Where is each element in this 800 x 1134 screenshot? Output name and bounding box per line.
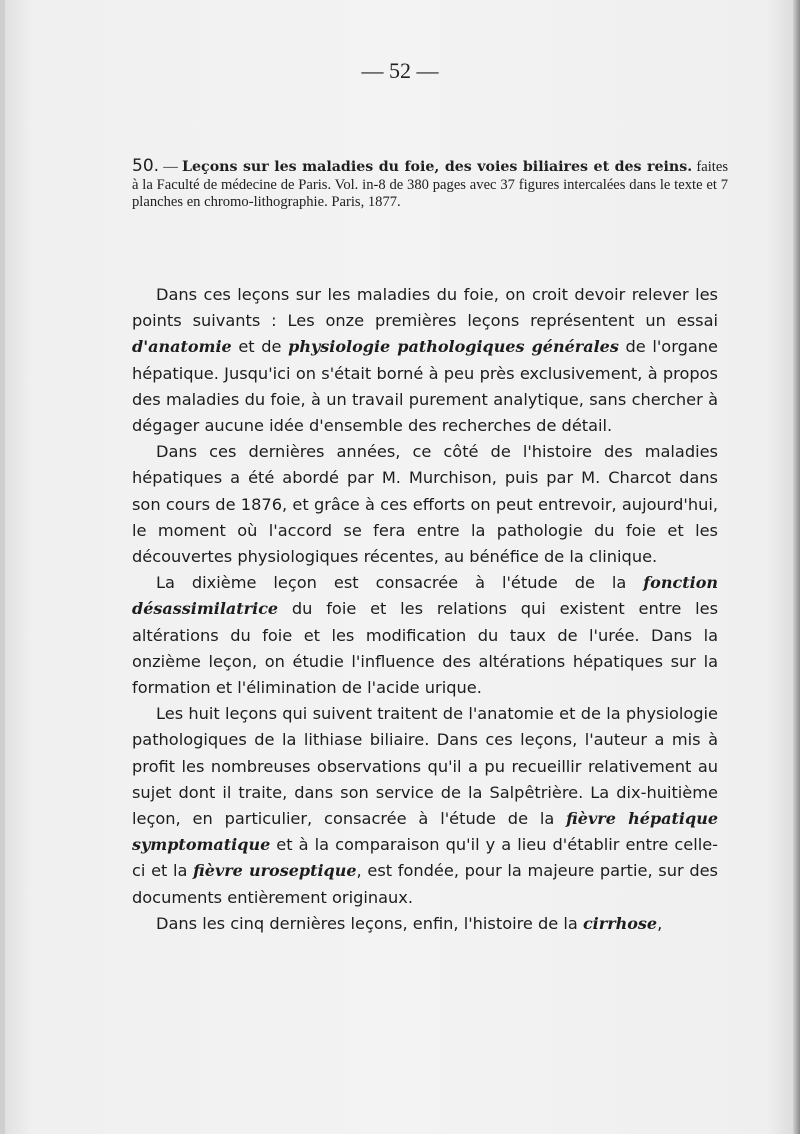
text-segment: Les huit leçons qui suivent traitent de l'anatomie et de la physiologie pathologiques de la lithiase biliaire. Dans ces leçons, l'auteur a mis à profit les nombreuses observations qu'il a pu recueillir relativement au sujet dont il traite, dans son service de la Salpêtrière. La dix-huitième leçon, en particulier, consacrée à l'étude de la bbox=[132, 704, 718, 829]
italic-phrase: d'anatomie bbox=[132, 337, 232, 357]
italic-phrase: fièvre uroseptique bbox=[193, 861, 357, 881]
text-segment: et de bbox=[231, 337, 289, 357]
italic-phrase: fièvre hépatique symptomatique bbox=[132, 809, 719, 855]
text-segment: , est fondée, pour la majeure partie, sur des documents entièrement originaux. bbox=[132, 861, 718, 907]
text-segment: du foie et les relations qui existent entre les altérations du foie et les modification du taux de l'urée. Dans la onzième leçon, on étudie l'influence des altérations hépatiques sur la formation et l'élimination de l'acide urique. bbox=[132, 599, 718, 698]
entry-details: faites à la Faculté de médecine de Paris. Vol. in-8 de 380 pages avec 37 figures intercalées dans le texte et 7 planches en chromo-lithographie. Paris, 1877. bbox=[132, 159, 728, 210]
italic-phrase: fonction désassimilatrice bbox=[132, 573, 718, 619]
bibliography-entry bbox=[132, 158, 728, 212]
paragraph bbox=[132, 439, 718, 570]
text-segment: La dixième leçon est consacrée à l'étude de la bbox=[156, 573, 644, 593]
text-segment: de l'organe hépatique. Jusqu'ici on s'était borné à peu près exclusivement, à propos des maladies du foie, à un travail purement analytique, sans chercher à dégager aucune idée d'ensemble des recherches de détail. bbox=[132, 337, 718, 436]
text-segment: Dans les cinq dernières leçons, enfin, l'histoire de la bbox=[156, 913, 583, 933]
entry-title: Leçons sur les maladies du foie, des voies biliaires et des reins. bbox=[182, 159, 693, 175]
text-segment: , bbox=[657, 913, 663, 933]
paragraph bbox=[132, 911, 718, 937]
page-right-edge bbox=[793, 0, 800, 1134]
text-segment: Dans ces leçons sur les maladies du foie, on croit devoir relever les points suivants : Les onze premières leçons représentent un essai bbox=[132, 285, 718, 331]
entry-dash: — bbox=[159, 159, 183, 175]
page-left-edge bbox=[0, 0, 5, 1134]
paragraph bbox=[132, 570, 718, 701]
paragraph bbox=[132, 282, 718, 439]
italic-phrase: cirrhose bbox=[582, 913, 658, 933]
italic-phrase: physiologie pathologiques générales bbox=[288, 337, 619, 357]
entry-number: 50. bbox=[132, 156, 160, 176]
paragraph bbox=[132, 701, 718, 911]
text-segment: Dans ces dernières années, ce côté de l'histoire des maladies hépatiques a été abordé par M. Murchison, puis par M. Charcot dans son cours de 1876, et grâce à ces efforts on peut entrevoir, aujourd'hui, le moment où l'accord se fera entre la pathologie du foie et les découvertes physiologiques récentes, au bénéfice de la clinique. bbox=[132, 442, 718, 567]
page-number: — 52 — bbox=[361, 58, 439, 83]
text-segment: et à la comparaison qu'il y a lieu d'établir entre celle-ci et la bbox=[132, 835, 718, 881]
body-text bbox=[132, 282, 718, 937]
